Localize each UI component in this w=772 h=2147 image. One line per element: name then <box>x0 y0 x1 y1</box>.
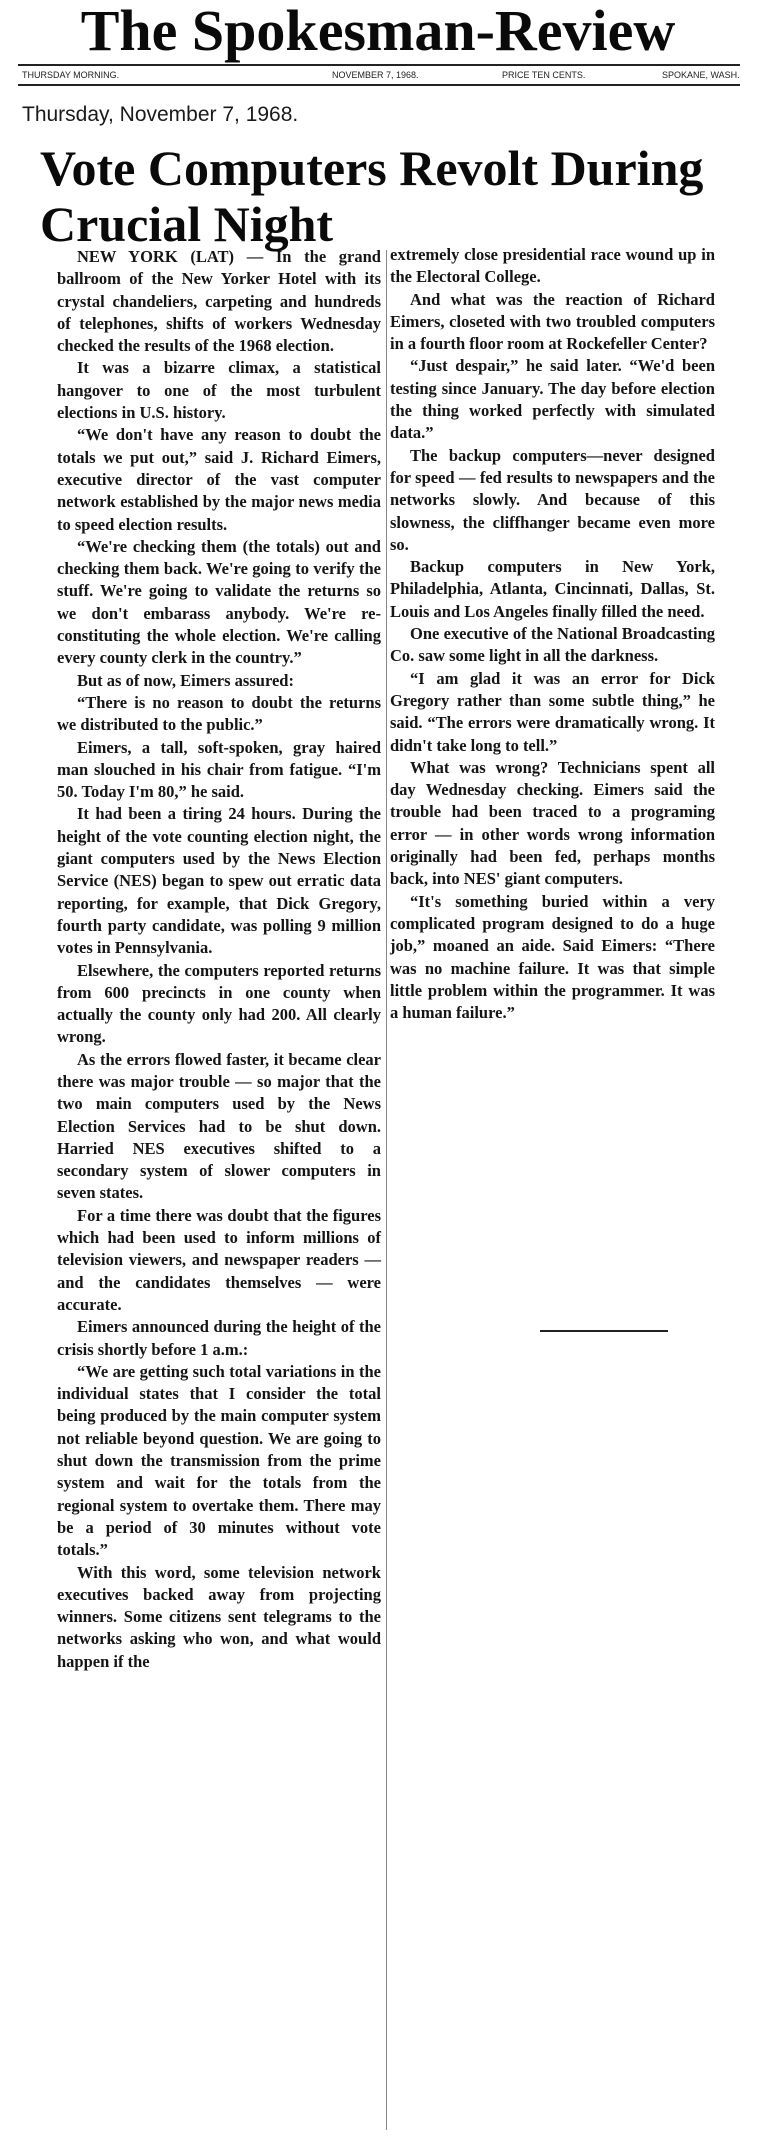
paragraph: “Just despair,” he said later. “We'd been testing since January. The day before election the thing worked perfectly with simulated data.” <box>390 356 715 443</box>
paragraph: “It's something buried within a very complicated program designed to do a huge job,” moaned an aide. Said Eimers: “There was no machine failure. It was that simple little problem within the programmer. It was a human failure.” <box>390 891 715 1023</box>
paragraph: Elsewhere, the computers reported returns from 600 precincts in one county when actually the county only had 200. All clearly wrong. <box>57 960 381 1047</box>
paragraph: “We don't have any reason to doubt the totals we put out,” said J. Richard Eimers, executive director of the vast computer network established by the major news media to speed election results. <box>57 425 381 534</box>
masthead-dateline <box>22 68 738 82</box>
paragraph: Backup computers in New York, Philadelphia, Atlanta, Cincinnati, Dallas, St. Louis and Los Angeles finally filled the need. <box>390 557 715 621</box>
paragraph: extremely close presidential race wound up in the Electoral College. <box>390 245 715 287</box>
article-column-right <box>390 244 715 1024</box>
paragraph: What was wrong? Technicians spent all day Wednesday checking. Eimers said the trouble had been traced to a programing error — in other words wrong information originally had been fed, perhaps months back, into NES' giant computers. <box>390 757 715 889</box>
dateline-edition: THURSDAY MORNING. <box>22 70 120 80</box>
paragraph: With this word, some television network executives backed away from projecting winners. Some citizens sent telegrams to the networks asking who won, and what would happen if the <box>57 1562 381 1671</box>
column-divider <box>386 250 387 2130</box>
paragraph: “There is no reason to doubt the returns we distributed to the public.” <box>57 692 381 735</box>
dateline-date: NOVEMBER 7, 1968. <box>332 70 419 80</box>
paragraph: “I am glad it was an error for Dick Gregory rather than some subtle thing,” he said. “The errors were dramatically wrong. It didn't take long to tell.” <box>390 668 715 755</box>
dateline-location: SPOKANE, WASH. <box>662 70 740 80</box>
paragraph: For a time there was doubt that the figures which had been used to inform millions of television viewers, and newspaper readers — and the candidates themselves — were accurate. <box>57 1205 381 1314</box>
headline <box>40 140 740 252</box>
publication-date: Thursday, November 7, 1968. <box>22 103 299 126</box>
paragraph: It had been a tiring 24 hours. During the height of the vote counting election night, the giant computers used by the News Election Service (NES) began to spew out erratic data reporting, for example, that Dick Gregory, fourth party candidate, was polling 9 million votes in Pennsylvania. <box>57 804 381 958</box>
paragraph: One executive of the National Broadcasting Co. saw some light in all the darkness. <box>390 624 715 666</box>
masthead-rule-bottom <box>18 84 740 86</box>
article-column-left <box>57 246 381 1673</box>
masthead-title: The Spokesman-Review <box>80 0 676 63</box>
paragraph: As the errors flowed faster, it became clear there was major trouble — so major that the two main computers used by the News Election Services had to be shut down. Harried NES executives shifted to a secondary system of slower computers in seven states. <box>57 1049 381 1203</box>
masthead-rule-top <box>18 64 740 66</box>
paragraph: It was a bizarre climax, a statistical hangover to one of the most turbulent elections in U.S. history. <box>57 358 381 423</box>
paragraph: And what was the reaction of Richard Eimers, closeted with two troubled computers in a fourth floor room at Rockefeller Center? <box>390 289 715 354</box>
paragraph: Eimers, a tall, soft-spoken, gray haired man slouched in his chair from fatigue. “I'm 50. Today I'm 80,” he said. <box>57 737 381 802</box>
headline-line-1: Vote Computers Revolt During <box>40 140 704 196</box>
paragraph: But as of now, Eimers assured: <box>77 670 294 690</box>
dateline-price: PRICE TEN CENTS. <box>502 70 586 80</box>
paragraph: “We're checking them (the totals) out and checking them back. We're going to verify the stuff. We're going to validate the returns so we don't embarass anybody. We're re-constituting the whole election. We're calling every county clerk in the country.” <box>57 536 381 668</box>
headline-line-2: Crucial Night <box>40 196 334 252</box>
paragraph: The backup computers—never designed for speed — fed results to newspapers and the networks slowly. And because of this slowness, the cliffhanger became even more so. <box>390 445 715 554</box>
paragraph: Eimers announced during the height of the crisis shortly before 1 a.m.: <box>57 1317 381 1359</box>
paragraph: NEW YORK (LAT) — In the grand ballroom of the New Yorker Hotel with its crystal chandeliers, carpeting and hundreds of telephones, shifts of workers Wednesday checked the results of the 1968 election. <box>57 247 381 356</box>
paragraph: “We are getting such total variations in the individual states that I consider the total being produced by the main computer system not reliable beyond question. We are going to shut down the transmission from the prime system and wait for the totals from the regional system to overtake them. There may be a period of 30 minutes without vote totals.” <box>57 1361 381 1560</box>
article-end-rule <box>540 1330 668 1332</box>
